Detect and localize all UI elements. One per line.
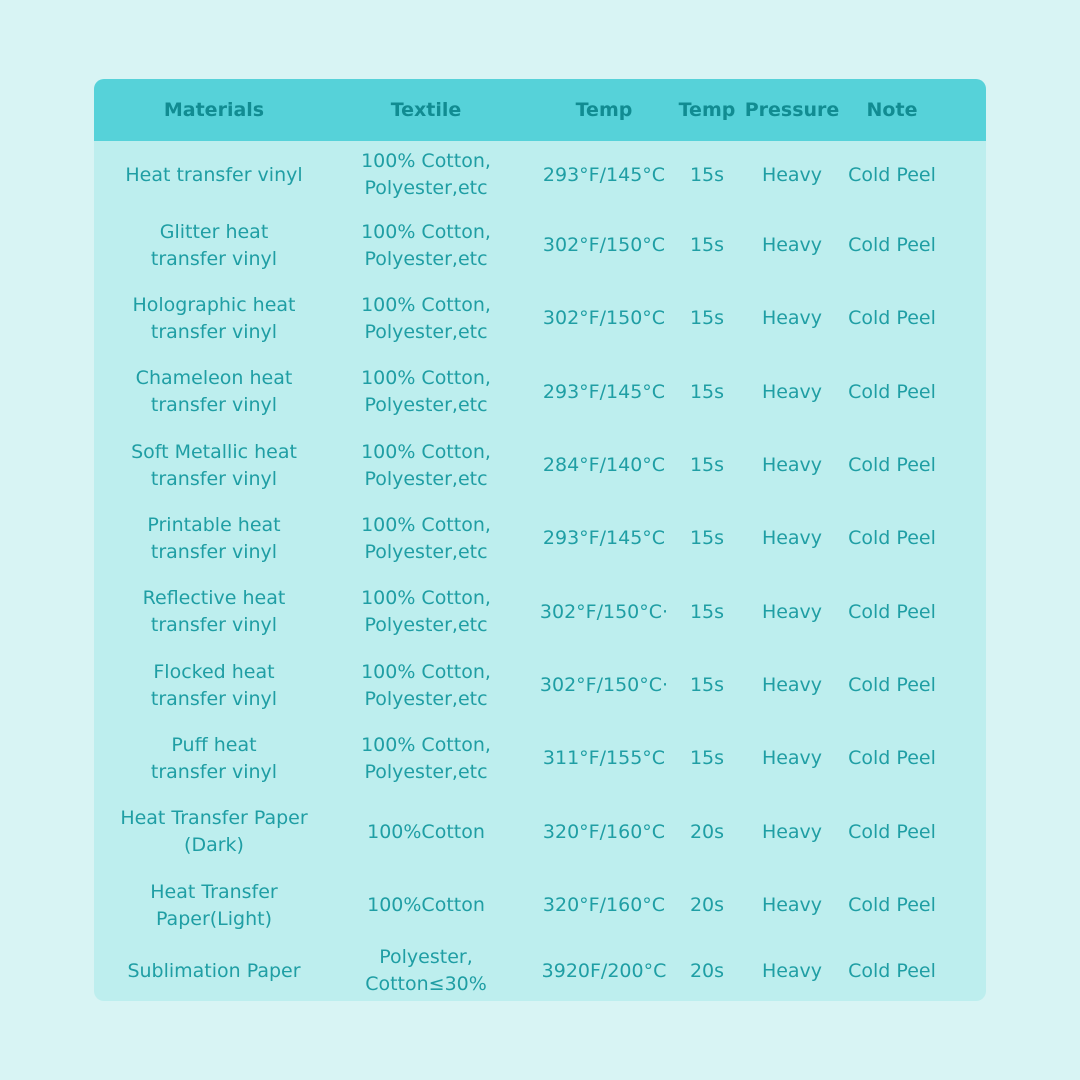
cell-pressure: Heavy: [761, 747, 823, 769]
table-row: [94, 429, 986, 502]
cell-pressure: Heavy: [761, 454, 823, 476]
cell-note: Cold Peel: [848, 894, 936, 916]
cell-pressure: Heavy: [761, 600, 823, 623]
cell-pressure: Heavy: [761, 163, 823, 186]
cell-material: Printable heat transfer vinyl: [147, 513, 281, 563]
settings-table-card: [94, 79, 986, 1001]
cell-material: Heat Transfer Paper(Light): [150, 880, 278, 930]
cell-material: Holographic heat transfer vinyl: [132, 293, 296, 343]
cell-time: 15s: [689, 380, 725, 403]
cell-pressure: Heavy: [761, 307, 823, 329]
cell-pressure: Heavy: [761, 959, 823, 982]
cell-textile: 100% Cotton, Polyester,etc: [361, 513, 491, 563]
table-row: [94, 209, 986, 282]
cell-time: 15s: [689, 527, 725, 549]
cell-material: Flocked heat transfer vinyl: [150, 660, 278, 710]
cell-pressure: Heavy: [761, 894, 823, 916]
header-materials: Materials: [163, 99, 265, 121]
table-row: [94, 355, 986, 429]
cell-time: 15s: [689, 307, 725, 329]
table-row: [94, 722, 986, 795]
cell-textile: 100%Cotton: [367, 820, 485, 843]
cell-pressure: Heavy: [761, 380, 823, 403]
cell-temp: 302°F/150°C: [542, 307, 666, 329]
cell-textile: 100% Cotton, Polyester,etc: [361, 440, 491, 490]
cell-material: Chameleon heat transfer vinyl: [135, 367, 293, 416]
table-row: [94, 141, 986, 209]
cell-textile: Polyester, Cotton≤30%: [365, 946, 487, 995]
table-row: [94, 942, 986, 1000]
cell-temp: 293°F/145°C: [542, 527, 666, 549]
cell-time: 20s: [689, 959, 725, 982]
cell-temp: 302°F/150°C·: [539, 674, 669, 696]
cell-temp: 3920F/200°C: [541, 959, 667, 982]
cell-note: Cold Peel: [848, 454, 936, 476]
cell-material: Glitter heat transfer vinyl: [150, 220, 278, 270]
cell-temp: 302°F/150°C·: [539, 600, 669, 623]
header-pressure: Pressure: [744, 99, 840, 121]
cell-temp: 302°F/150°C: [542, 234, 666, 256]
cell-note: Cold Peel: [848, 234, 936, 256]
cell-time: 15s: [689, 454, 725, 476]
table-row: [94, 502, 986, 575]
header-time: Temp: [678, 99, 736, 121]
cell-material: Sublimation Paper: [127, 959, 301, 982]
cell-temp: 284°F/140°C: [542, 454, 666, 476]
table-row: [94, 282, 986, 355]
cell-note: Cold Peel: [848, 307, 936, 329]
cell-textile: 100% Cotton, Polyester,etc: [361, 150, 491, 199]
cell-textile: 100% Cotton, Polyester,etc: [361, 220, 491, 270]
cell-material: Soft Metallic heat transfer vinyl: [131, 440, 297, 490]
table-row: [94, 575, 986, 649]
cell-textile: 100% Cotton, Polyester,etc: [361, 733, 491, 783]
cell-textile: 100% Cotton, Polyester,etc: [361, 587, 491, 636]
cell-time: 15s: [689, 234, 725, 256]
cell-note: Cold Peel: [848, 674, 936, 696]
cell-textile: 100% Cotton, Polyester,etc: [361, 293, 491, 343]
table-row: [94, 649, 986, 722]
cell-temp: 293°F/145°C: [542, 163, 666, 186]
cell-note: Cold Peel: [848, 527, 936, 549]
cell-time: 20s: [689, 820, 725, 843]
table-header: [94, 79, 986, 141]
cell-time: 15s: [689, 600, 725, 623]
cell-material: Reflective heat transfer vinyl: [142, 587, 286, 636]
cell-note: Cold Peel: [848, 163, 936, 186]
cell-note: Cold Peel: [848, 747, 936, 769]
cell-pressure: Heavy: [761, 820, 823, 843]
cell-temp: 320°F/160°C: [542, 894, 666, 916]
cell-temp: 320°F/160°C: [542, 820, 666, 843]
cell-time: 20s: [689, 894, 725, 916]
cell-time: 15s: [689, 163, 725, 186]
cell-note: Cold Peel: [848, 600, 936, 623]
cell-note: Cold Peel: [848, 820, 936, 843]
cell-textile: 100% Cotton, Polyester,etc: [361, 367, 491, 416]
cell-material: Heat Transfer Paper (Dark): [120, 807, 308, 856]
header-temp: Temp: [575, 99, 633, 121]
cell-time: 15s: [689, 747, 725, 769]
header-textile: Textile: [390, 99, 462, 121]
header-note: Note: [866, 99, 918, 121]
cell-temp: 293°F/145°C: [542, 380, 666, 403]
cell-material: Heat transfer vinyl: [125, 163, 303, 186]
cell-pressure: Heavy: [761, 234, 823, 256]
cell-note: Cold Peel: [848, 959, 936, 982]
cell-pressure: Heavy: [761, 527, 823, 549]
cell-pressure: Heavy: [761, 674, 823, 696]
cell-note: Cold Peel: [848, 380, 936, 403]
cell-textile: 100% Cotton, Polyester,etc: [361, 660, 491, 710]
cell-time: 15s: [689, 674, 725, 696]
table-row: [94, 795, 986, 869]
cell-temp: 311°F/155°C: [542, 747, 666, 769]
cell-textile: 100%Cotton: [367, 894, 485, 916]
cell-material: Puff heat transfer vinyl: [150, 733, 278, 783]
table-row: [94, 869, 986, 942]
